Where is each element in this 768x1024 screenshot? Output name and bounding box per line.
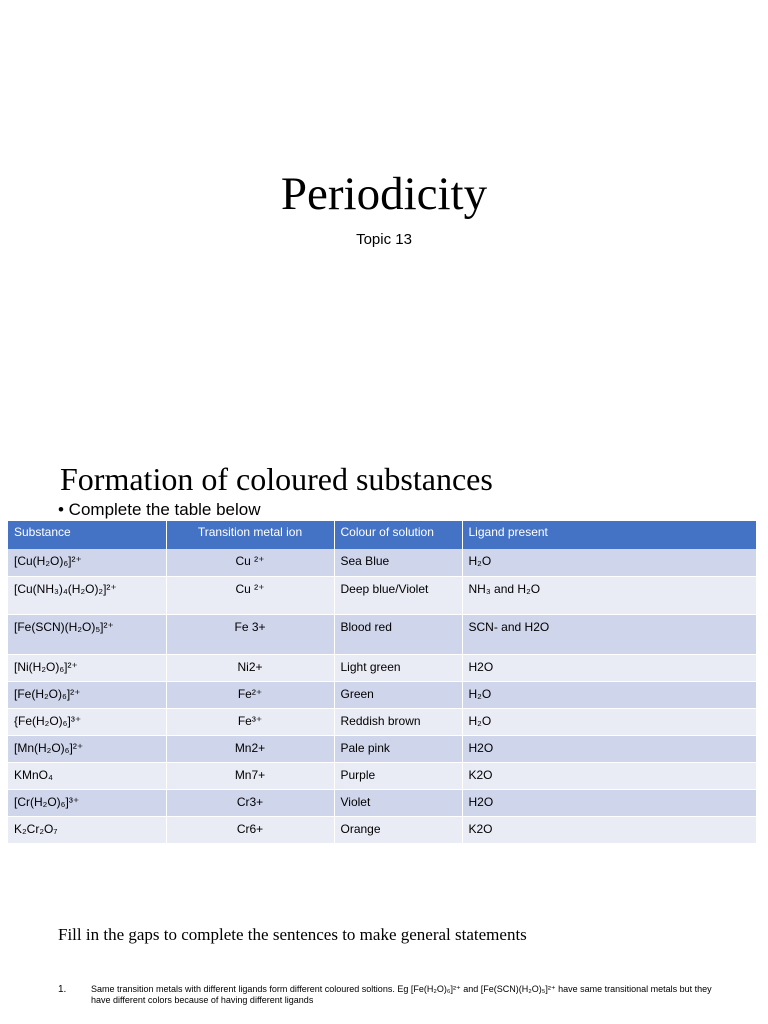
table-row (8, 576, 756, 614)
cell-colour: Sea Blue (334, 549, 462, 576)
table-row (8, 654, 756, 681)
cell-ion: Cr3+ (166, 789, 334, 816)
cell-colour: Reddish brown (334, 708, 462, 735)
coloured-substances-table (8, 521, 757, 844)
cell-ligand: H2O (462, 789, 756, 816)
header-colour-of-solution: Colour of solution (334, 521, 462, 549)
item-text: Same transition metals with different ligands form different coloured soltions. Eg [Fe(H₂O)₆]²⁺ and [Fe(SCN)(H₂O)₅]²⁺ have same transitional metals but they have different colors because of having different ligands (91, 984, 712, 1005)
cell-colour: Orange (334, 816, 462, 843)
cell-ion: Fe²⁺ (166, 681, 334, 708)
item-number: 1. (58, 984, 67, 995)
cell-ion: Fe 3+ (166, 614, 334, 654)
cell-ligand: H2O (462, 735, 756, 762)
cell-substance: K₂Cr₂O₇ (8, 816, 166, 843)
cell-ion: Fe³⁺ (166, 708, 334, 735)
header-substance: Substance (8, 521, 166, 549)
cell-ligand: K2O (462, 816, 756, 843)
cell-ion: Mn2+ (166, 735, 334, 762)
table-row (8, 549, 756, 576)
cell-ion: Cu ²⁺ (166, 576, 334, 614)
cell-ligand: H₂O (462, 681, 756, 708)
cell-colour: Purple (334, 762, 462, 789)
cell-colour: Deep blue/Violet (334, 576, 462, 614)
table-header-row (8, 521, 756, 549)
slide-subtitle: Topic 13 (356, 231, 412, 248)
cell-colour: Blood red (334, 614, 462, 654)
table-row (8, 735, 756, 762)
section-title: Formation of coloured substances (60, 461, 493, 497)
cell-substance: [Fe(H₂O)₆]²⁺ (8, 681, 166, 708)
cell-ion: Mn7+ (166, 762, 334, 789)
cell-ion: Cu ²⁺ (166, 549, 334, 576)
slide-title: Periodicity (280, 168, 488, 220)
header-ligand-present: Ligand present (462, 521, 756, 549)
cell-ligand: H₂O (462, 549, 756, 576)
cell-substance: KMnO₄ (8, 762, 166, 789)
bullet-instruction: • Complete the table below (58, 500, 261, 519)
cell-ligand: H2O (462, 654, 756, 681)
cell-substance: [Cu(NH₃)₄(H₂O)₂]²⁺ (8, 576, 166, 614)
cell-ligand: SCN- and H2O (462, 614, 756, 654)
cell-substance: [Mn(H₂O)₆]²⁺ (8, 735, 166, 762)
header-transition-metal-ion: Transition metal ion (166, 521, 334, 549)
table-row (8, 762, 756, 789)
table-row (8, 816, 756, 843)
table-row (8, 614, 756, 654)
table-row (8, 789, 756, 816)
cell-ion: Ni2+ (166, 654, 334, 681)
cell-ion: Cr6+ (166, 816, 334, 843)
cell-ligand: NH₃ and H₂O (462, 576, 756, 614)
cell-colour: Light green (334, 654, 462, 681)
cell-ligand: H₂O (462, 708, 756, 735)
table-row (8, 708, 756, 735)
cell-substance: [Ni(H₂O)₆]²⁺ (8, 654, 166, 681)
cell-colour: Green (334, 681, 462, 708)
fill-in-instruction: Fill in the gaps to complete the sentences to make general statements (58, 925, 527, 944)
cell-substance: {Fe(H₂O)₆]³⁺ (8, 708, 166, 735)
cell-colour: Violet (334, 789, 462, 816)
table-row (8, 681, 756, 708)
cell-colour: Pale pink (334, 735, 462, 762)
cell-substance: [Cu(H₂O)₆]²⁺ (8, 549, 166, 576)
cell-substance: [Cr(H₂O)₆]³⁺ (8, 789, 166, 816)
cell-substance: [Fe(SCN)(H₂O)₅]²⁺ (8, 614, 166, 654)
cell-ligand: K2O (462, 762, 756, 789)
